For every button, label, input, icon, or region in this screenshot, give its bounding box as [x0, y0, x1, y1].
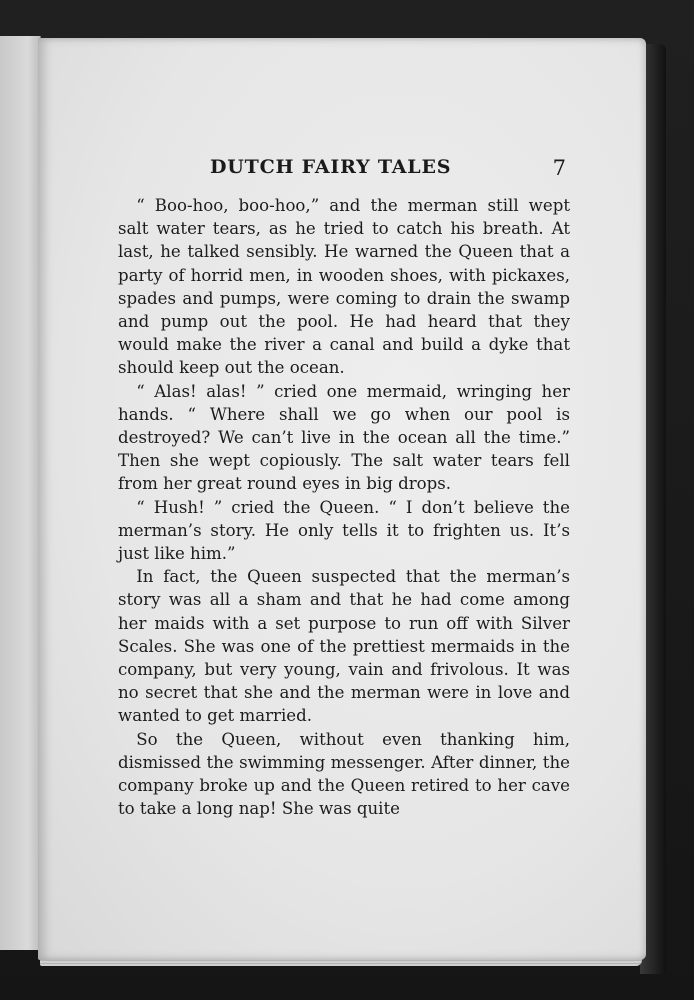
page-header: [38, 156, 646, 186]
paragraph: In fact, the Queen suspected that the merman’s story was all a sham and that he had come among her maids with a set purpose to run off with Silver Scales. She was one of the prettiest mermaids in the company, but very young, vain and frivolous. It was no secret that she and the merman were in love and wanted to get married.: [118, 567, 570, 726]
paragraph: “ Hush! ” cried the Queen. “ I don’t believe the merman’s story. He only tells it to frighten us. It’s just like him.”: [118, 497, 570, 564]
book-page: [38, 38, 646, 960]
paragraph: So the Queen, without even thanking him, dismissed the swimming messenger. After dinner, the company broke up and the Queen retired to her cave to take a long nap! She was quite: [118, 729, 570, 819]
left-page-edge: [0, 36, 41, 950]
body-text: [118, 194, 570, 820]
paragraph: “ Boo-hoo, boo-hoo,” and the merman still wept salt water tears, as he tried to catch his breath. At last, he talked sensibly. He warned the Queen that a party of horrid men, in wooden shoes, with pickaxes, spades and pumps, were coming to drain the swamp and pump out the pool. He had heard that they would make the river a canal and build a dyke that should keep out the ocean.: [118, 196, 570, 378]
paragraph: “ Alas! alas! ” cried one mermaid, wringing her hands. “ Where shall we go when our pool is destroyed? We can’t live in the ocean all the time.” Then she wept copiously. The salt water tears fell from her great round eyes in big drops.: [118, 381, 570, 494]
page-number: 7: [552, 156, 566, 180]
running-head: DUTCH FAIRY TALES: [210, 156, 452, 178]
